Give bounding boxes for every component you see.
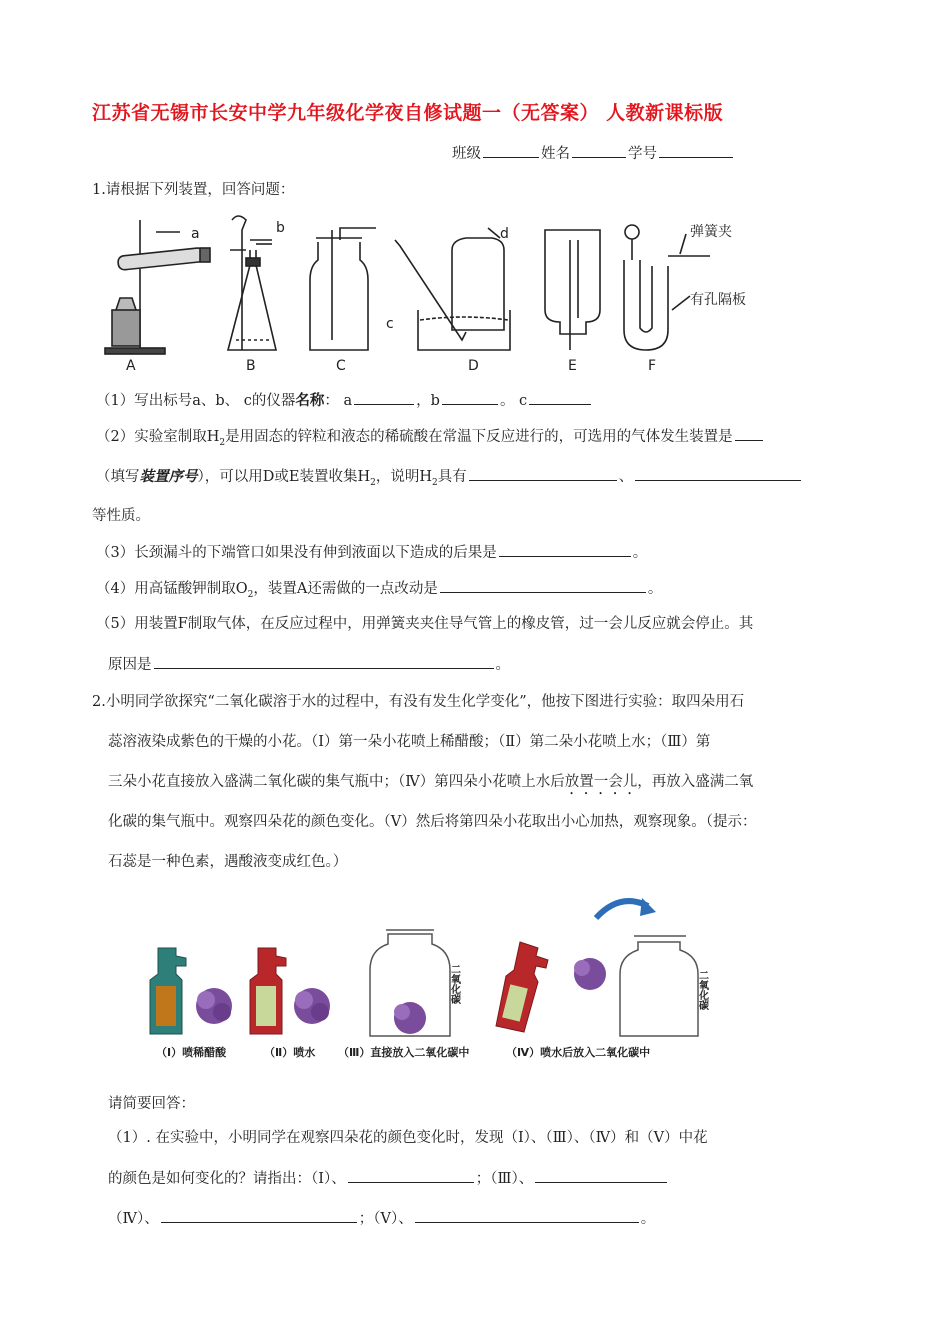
purple-flower-3 [394,1002,426,1034]
label-c: C [336,358,346,374]
q2-answer-line-2 [108,1168,669,1189]
label-b: B [246,358,256,374]
blank-property-1[interactable] [469,466,617,481]
callout-perforated-plate: 有孔隔板 [690,292,746,308]
q2-line-4: 化碳的集气瓶中。观察四朵花的颜色变化。（Ⅴ）然后将第四朵小花取出小心加热，观察现象。（提示： [108,814,757,830]
q1-p2-text-a: （2）实验室制取H [96,429,220,445]
q2-l3-emphasis: 放置一会儿 [564,774,638,790]
subscript-2: 2 [247,589,254,600]
blank-flower-3[interactable] [535,1168,667,1183]
q1-part-2 [96,426,765,453]
blank-generator[interactable] [735,426,763,441]
q1-p1-b-label: ，b [416,393,440,409]
gas-jar-4 [620,936,698,1036]
jar-label-4: 二氧化碳 [696,970,708,1010]
blank-consequence[interactable] [499,542,631,557]
q2-a2-text-a: 的颜色是如何变化的？请指出：（Ⅰ）、 [108,1171,346,1187]
caption-4: （Ⅳ）喷水后放入二氧化碳中 [506,1046,651,1059]
q1-p2b-bold: 装置序号 [139,468,198,485]
purple-flower-2 [294,988,330,1024]
blank-reason[interactable] [154,654,494,669]
label-e: E [568,358,577,374]
blank-flower-1[interactable] [348,1168,474,1183]
purple-flower-4 [574,958,606,990]
q2-line-1: 2.小明同学欲探究“二氧化碳溶于水的过程中，有没有发生化学变化”，他按下图进行实验：取四朵用石 [92,694,745,710]
spray-bottle-4 [496,942,548,1032]
blank-flower-4[interactable] [161,1208,357,1223]
label-d: D [468,358,479,374]
blank-modification[interactable] [440,578,646,593]
q2-l3-text-b: ，再放入盛满二氧 [637,774,754,790]
page-title: 江苏省无锡市长安中学九年级化学夜自修试题一（无答案） 人教新课标版 [92,102,724,124]
q2-line-3 [108,772,753,798]
class-blank[interactable] [483,143,539,158]
apparatus-b [228,216,276,350]
q1-p2b-text-d: 具有 [437,469,467,485]
arrow-head [640,898,656,916]
q1-part-5: （5）用装置F制取气体，在反应过程中，用弹簧夹夹住导气管上的橡皮管，过一会儿反应就会停止。其 [96,616,754,632]
q2-line-2: 蕊溶液染成紫色的干燥的小花。（Ⅰ）第一朵小花喷上稀醋酸；（Ⅱ）第二朵小花喷上水；（Ⅲ）第 [108,734,711,750]
q2-ask: 请简要回答： [108,1096,195,1112]
q1-p2b-sep: 、 [618,469,634,485]
q1-p4-text-b: ，装置A还需做的一点改动是 [253,581,438,597]
apparatus-e [545,230,600,350]
name-label: 姓名 [541,146,570,162]
purple-flower-1 [196,988,232,1024]
q1-p1-bold: 名称 [295,392,325,409]
q2-answer-line-1: （1）. 在实验中，小明同学在观察四朵花的颜色变化时，发现（Ⅰ）、（Ⅲ）、（Ⅳ）和（Ⅴ）中花 [108,1130,708,1146]
subscript-2: 2 [370,477,376,488]
apparatus-d [395,228,510,350]
q2-answer-line-3 [108,1208,655,1229]
flower-experiment-figure [140,886,710,1068]
q1-part-2-end: 等性质。 [92,508,150,524]
callout-d: d [500,226,509,242]
q1-part-5-cont [108,654,510,675]
q1-part-1 [96,390,593,411]
class-label: 班级 [452,146,481,162]
q1-p1-text: （1）写出标号a、b、 c的仪器 [96,393,296,409]
q2-a3-end: 。 [640,1211,656,1227]
q1-p1-c-label: 。 c [499,393,528,409]
caption-1: （Ⅰ）喷稀醋酸 [156,1046,227,1059]
spray-bottle-acetic [150,948,186,1034]
q1-p2b-text-a: （填写 [96,469,140,485]
q1-p2-text-b: 是用固态的锌粒和液态的稀硫酸在常温下反应进行的，可选用的气体发生装置是 [225,429,733,445]
q2-a3-text-a: （Ⅳ）、 [108,1211,159,1227]
callout-b: b [276,220,285,236]
apparatus-f [624,225,710,350]
q1-p3-text: （3）长颈漏斗的下端管口如果没有伸到液面以下造成的后果是 [96,545,497,561]
number-blank[interactable] [659,143,733,158]
q1-p3-end: 。 [632,545,648,561]
q2-a2-text-b: ；（Ⅲ）、 [475,1171,534,1187]
label-a: A [126,358,136,374]
blank-flower-5[interactable] [415,1208,639,1223]
callout-a: a [191,226,200,242]
number-label: 学号 [628,146,657,162]
q2-l3-text-a: 三朵小花直接放入盛满二氧化碳的集气瓶中；（Ⅳ）第四朵小花喷上水后 [108,774,565,790]
caption-2: （Ⅱ）喷水 [264,1046,316,1059]
blank-c[interactable] [529,390,591,405]
blank-a[interactable] [354,390,414,405]
jar-label-3: 二氧化碳 [448,964,460,1004]
blank-b[interactable] [442,390,498,405]
spray-bottle-water [250,948,286,1034]
q1-p5b-text: 原因是 [108,657,152,673]
q1-p4-text-a: （4）用高锰酸钾制取O [96,581,248,597]
subscript-2: 2 [432,477,438,488]
q1-part-2-cont [96,466,803,493]
caption-3: （Ⅲ）直接放入二氧化碳中 [338,1046,470,1059]
q1-p5b-end: 。 [495,657,510,673]
blank-property-2[interactable] [635,466,801,481]
q1-p2b-text-b: ），可以用D或E装置收集H [197,469,371,485]
q2-line-5: 石蕊是一种色素，遇酸液变成红色。） [108,854,348,870]
name-blank[interactable] [572,143,626,158]
apparatus-c [310,228,376,350]
q1-p1-a-label: ： a [324,393,353,409]
apparatus-figure [100,210,770,379]
q2-a3-text-b: ；（Ⅴ）、 [358,1211,413,1227]
q1-p4-end: 。 [647,581,663,597]
callout-spring-clip: 弹簧夹 [690,224,732,240]
label-f: F [648,358,657,374]
q1-p2b-text-c: ，说明H [375,469,432,485]
student-info-fields [452,143,735,164]
subscript-2: 2 [219,437,226,448]
q1-part-3 [96,542,647,563]
callout-c: c [386,316,394,332]
question-1-stem: 1.请根据下列装置，回答问题： [92,182,295,198]
q1-part-4 [96,578,662,605]
